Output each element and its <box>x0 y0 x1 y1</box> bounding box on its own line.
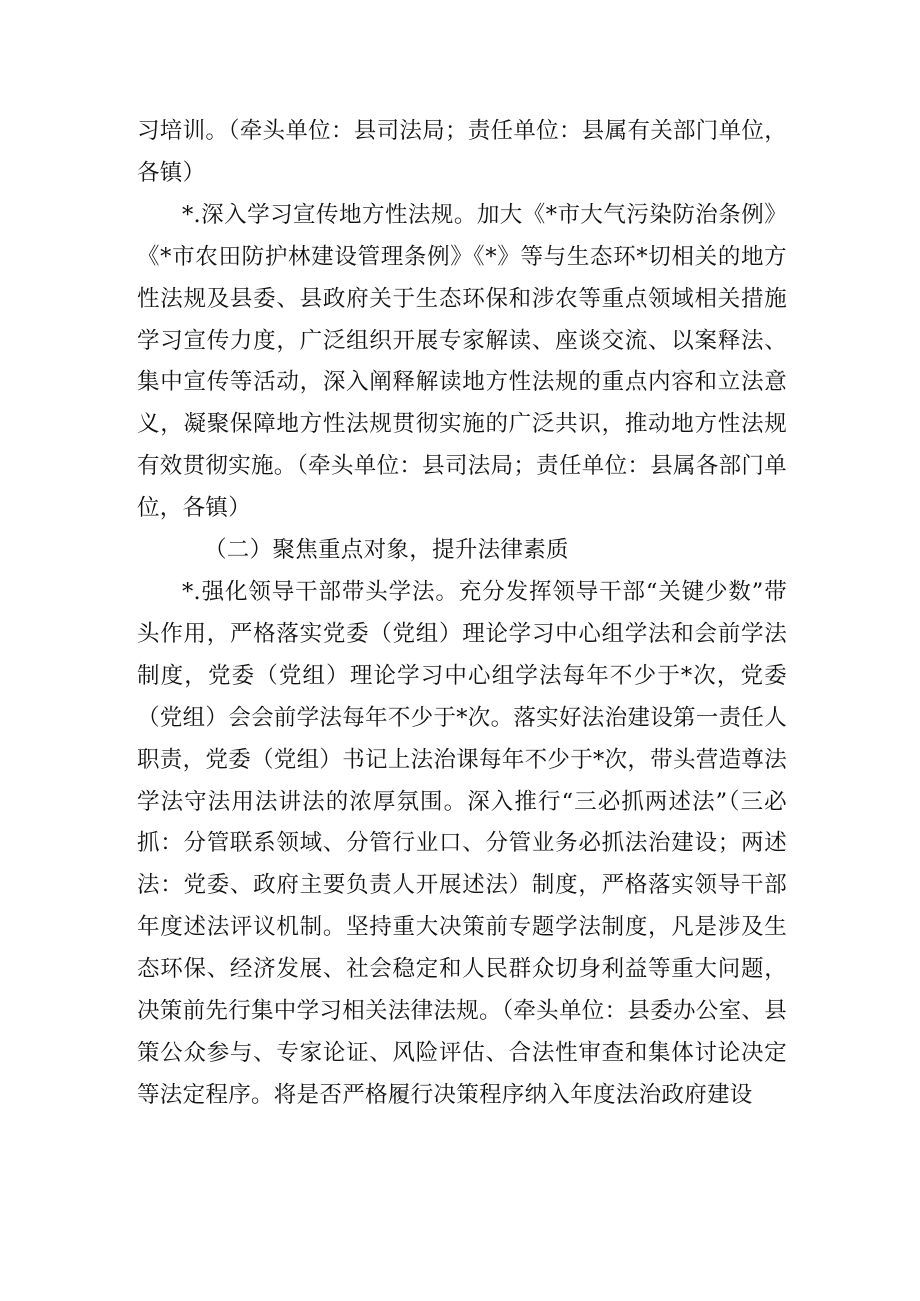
section-heading: （二）聚焦重点对象，提升法律素质 <box>204 537 569 564</box>
paragraph-leading-cadres: *.强化领导干部带头学法。充分发挥领导干部“关键少数”带头作用，严格落实党委（党组）理论学习中心组学法和会前学法制度，党委（党组）理论学习中心组学法每年不少于*次，党委（党组）会会前学法每年不少于*次。落实好法治建设第一责任人职责，党委（党组）书记上法治课每年不少于*次，带头营造尊法学法守法用法讲法的浓厚氛围。深入推行“三必抓两述法”（三必抓：分管联系领域、分管行业口、分管业务必抓法治建设；两述法：党委、政府主要负责人开展述法）制度，严格落实领导干部年度述法评议机制。坚持重大决策前专题学法制度，凡是涉及生态环保、经济发展、社会稳定和人民群众切身利益等重大问题，决策前先行集中学习相关法律法规。（牵头单位：县委办公室、县策公众参与、专家论证、风险评估、合法性审查和集体讨论决定等法定程序。将是否严格履行决策程序纳入年度法治政府建设 <box>137 578 787 1108</box>
paragraph-continuation: 习培训。（牵头单位：县司法局；责任单位：县属有关部门单位，各镇） <box>137 118 787 186</box>
document-body <box>137 111 787 1117</box>
paragraph-local-regulations: *.深入学习宣传地方性法规。加大《*市大气污染防治条例》《*市农田防护林建设管理条例》《*》等与生态环*切相关的地方性法规及县委、县政府关于生态环保和涉农等重点领域相关措施学习宣传力度，广泛组织开展专家解读、座谈交流、以案释法、集中宣传等活动，深入阐释解读地方性法规的重点内容和立法意义，凝聚保障地方性法规贯彻实施的广泛共识，推动地方性法规有效贯彻实施。（牵头单位：县司法局；责任单位：县属各部门单位，各镇） <box>137 201 787 522</box>
